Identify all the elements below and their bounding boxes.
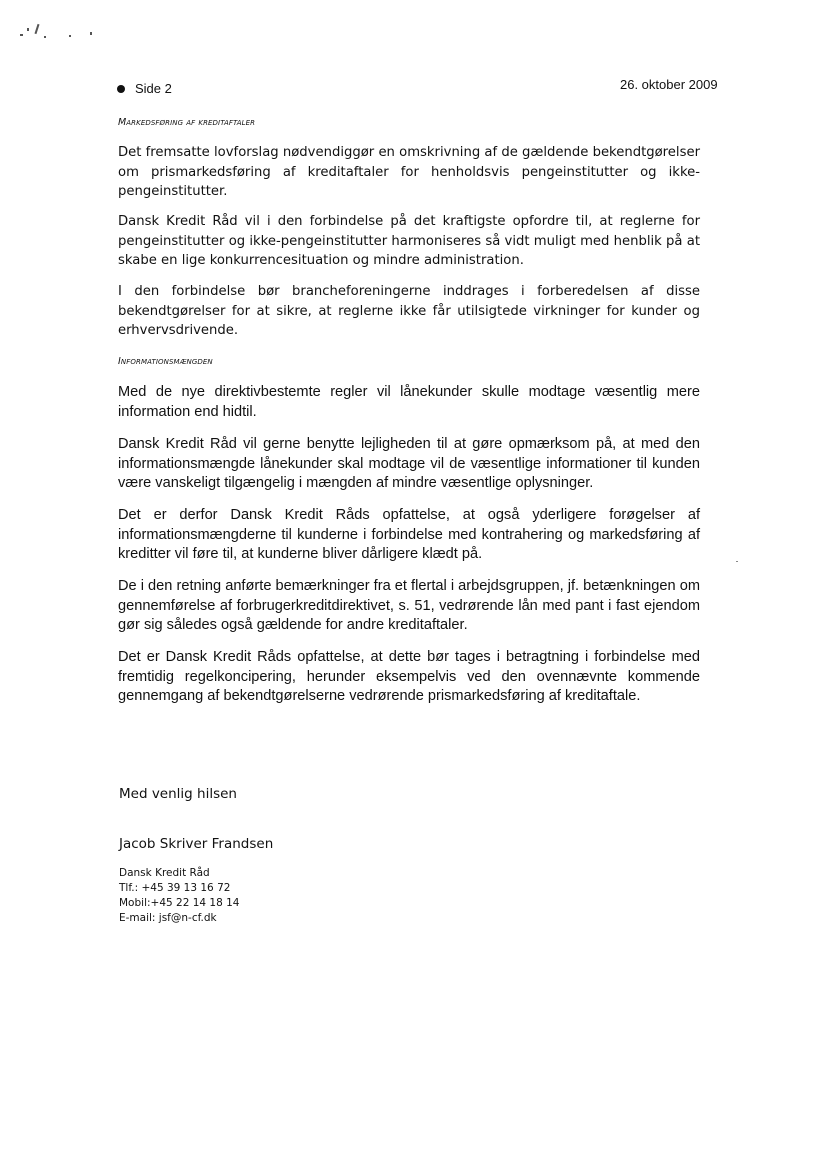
paragraph: I den forbindelse bør brancheforeningerne inddrages i forberedelsen af disse bekendtgørelser for at sikre, at reglerne ikke får utilsigtede virkninger for kunder og erhvervsdrivende.	[118, 284, 700, 338]
contact-block	[119, 866, 239, 926]
scan-speck	[20, 34, 23, 36]
paragraph: De i den retning anførte bemærkninger fra et flertal i arbejdsgruppen, jf. betænkningen om gennemførelse af forbrugerkreditdirektivet, s. 51, vedrørende lån med pant i fast ejendom gør sig således også gældende for andre kreditaftaler.	[118, 578, 700, 633]
paragraph: Med de nye direktivbestemte regler vil lånekunder skulle modtage væsentlig mere information end hidtil.	[118, 384, 700, 420]
paragraph: Det fremsatte lovforslag nødvendiggør en omskrivning af de gældende bekendtgørelser om prismarkedsføring af kreditaftaler for henholdsvis pengeinstitutter og ikke-pengeinstitutter.	[118, 145, 700, 199]
paragraph: Dansk Kredit Råd vil i den forbindelse på det kraftigste opfordre til, at reglerne for pengeinstitutter og ikke-pengeinstitutter harmoniseres så vidt muligt med henblik på at skabe en lige konkurrencesituation og mindre administration.	[118, 214, 700, 268]
scan-speck	[35, 24, 40, 34]
paragraph: Dansk Kredit Råd vil gerne benytte lejligheden til at gøre opmærksom på, at med den informationsmængde lånekunder skal modtage vil de væsentlige informationer til kunden være vanskeligt tilgængelig i mængden af mindre væsentlige oplysninger.	[118, 436, 700, 491]
email-address: E-mail: jsf@n-cf.dk	[119, 912, 217, 924]
paragraph: Det er Dansk Kredit Råds opfattelse, at dette bør tages i betragtning i forbindelse med fremtidig regelkoncipering, herunder eksempelvis ved den ovennævnte kommende gennemgang af bekendtgørelserne vedrørende prismarkedsføring af kreditaftale.	[118, 649, 700, 704]
section-heading: Markedsføring af kreditaftaler	[118, 117, 256, 128]
bullet-icon	[117, 85, 125, 93]
phone-number: Tlf.: +45 39 13 16 72	[119, 882, 231, 894]
scan-speck	[69, 35, 71, 37]
paragraph: Det er derfor Dansk Kredit Råds opfattelse, at også yderligere forøgelser af informationsmængderne til kunderne i forbindelse med kontrahering og markedsføring af kreditter vil føre til, at kunderne bliver dårligere klædt på.	[118, 507, 700, 562]
organization-name: Dansk Kredit Råd	[119, 867, 210, 879]
page-label	[117, 81, 172, 96]
signer-name: Jacob Skriver Frandsen	[119, 836, 274, 852]
scan-speck	[90, 32, 92, 35]
letter-date: 26. oktober 2009	[620, 77, 718, 92]
scan-speck	[27, 28, 29, 31]
section-heading: Informationsmængden	[118, 356, 213, 367]
scan-speck	[44, 36, 46, 38]
mobile-number: Mobil:+45 22 14 18 14	[119, 897, 240, 909]
scan-speck	[736, 561, 738, 562]
closing-greeting: Med venlig hilsen	[119, 786, 237, 802]
page-label-text: Side 2	[135, 81, 172, 96]
